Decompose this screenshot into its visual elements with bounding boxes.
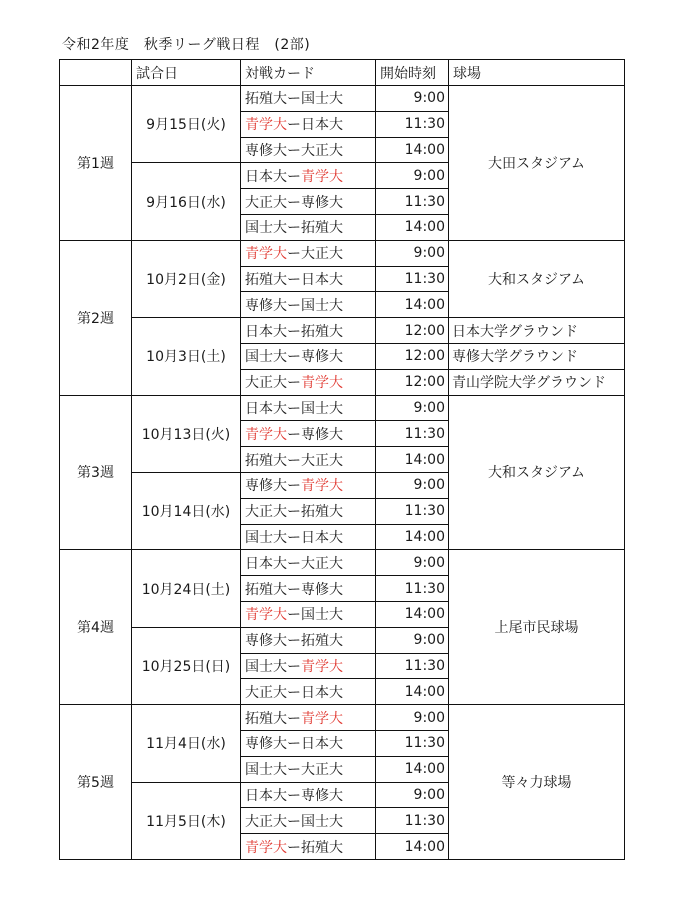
- match-card: [241, 498, 376, 524]
- home-team: 拓殖大: [245, 581, 287, 598]
- match-card: [241, 395, 376, 421]
- week-label: 第5週: [60, 705, 132, 860]
- match-card: [241, 111, 376, 137]
- away-team: 拓殖大: [301, 323, 343, 340]
- game-date: 10月3日(土): [132, 318, 241, 395]
- start-time: 11:30: [376, 111, 449, 137]
- game-date: 10月13日(火): [132, 395, 241, 472]
- game-date: 9月16日(水): [132, 163, 241, 240]
- versus-dash: ー: [287, 581, 301, 598]
- home-team: 青学大: [245, 246, 287, 263]
- away-team: 専修大: [301, 194, 343, 211]
- home-team: 国士大: [245, 529, 287, 546]
- game-date: 11月4日(水): [132, 705, 241, 782]
- match-card: [241, 292, 376, 318]
- versus-dash: ー: [287, 684, 301, 701]
- away-team: 拓殖大: [301, 504, 343, 521]
- start-time: 14:00: [376, 601, 449, 627]
- start-time: 9:00: [376, 395, 449, 421]
- versus-dash: ー: [287, 555, 301, 572]
- start-time: 9:00: [376, 627, 449, 653]
- venue: 専修大学グラウンド: [449, 343, 625, 369]
- away-team: 専修大: [301, 581, 343, 598]
- start-time: 11:30: [376, 576, 449, 602]
- table-row: [60, 240, 625, 266]
- versus-dash: ー: [287, 839, 301, 856]
- home-team: 拓殖大: [245, 710, 287, 727]
- start-time: 9:00: [376, 163, 449, 189]
- home-team: 大正大: [245, 375, 287, 392]
- away-team: 専修大: [301, 787, 343, 804]
- match-card: [241, 524, 376, 550]
- home-team: 青学大: [245, 426, 287, 443]
- home-team: 青学大: [245, 607, 287, 624]
- home-team: 大正大: [245, 194, 287, 211]
- start-time: 14:00: [376, 137, 449, 163]
- venue: 上尾市民球場: [449, 550, 625, 705]
- away-team: 日本大: [301, 736, 343, 753]
- away-team: 青学大: [301, 658, 343, 675]
- header-start-time: 開始時刻: [376, 60, 449, 86]
- versus-dash: ー: [287, 452, 301, 469]
- away-team: 国士大: [301, 813, 343, 830]
- header-match: 対戦カード: [241, 60, 376, 86]
- home-team: 国士大: [245, 762, 287, 779]
- versus-dash: ー: [287, 168, 301, 185]
- versus-dash: ー: [287, 246, 301, 263]
- match-card: [241, 834, 376, 860]
- start-time: 14:00: [376, 292, 449, 318]
- home-team: 日本大: [245, 323, 287, 340]
- game-date: 11月5日(木): [132, 782, 241, 859]
- start-time: 14:00: [376, 679, 449, 705]
- home-team: 大正大: [245, 684, 287, 701]
- start-time: 11:30: [376, 189, 449, 215]
- match-card: [241, 730, 376, 756]
- match-card: [241, 163, 376, 189]
- versus-dash: ー: [287, 658, 301, 675]
- versus-dash: ー: [287, 762, 301, 779]
- venue: 青山学院大学グラウンド: [449, 369, 625, 395]
- start-time: 11:30: [376, 808, 449, 834]
- match-card: [241, 343, 376, 369]
- away-team: 青学大: [301, 168, 343, 185]
- away-team: 国士大: [301, 607, 343, 624]
- versus-dash: ー: [287, 271, 301, 288]
- start-time: 9:00: [376, 86, 449, 112]
- start-time: 14:00: [376, 834, 449, 860]
- start-time: 11:30: [376, 730, 449, 756]
- away-team: 専修大: [301, 349, 343, 366]
- versus-dash: ー: [287, 297, 301, 314]
- away-team: 専修大: [301, 426, 343, 443]
- versus-dash: ー: [287, 813, 301, 830]
- away-team: 日本大: [301, 529, 343, 546]
- home-team: 専修大: [245, 633, 287, 650]
- start-time: 9:00: [376, 240, 449, 266]
- away-team: 拓殖大: [301, 839, 343, 856]
- away-team: 大正大: [301, 555, 343, 572]
- versus-dash: ー: [287, 736, 301, 753]
- home-team: 国士大: [245, 349, 287, 366]
- page-title: 令和2年度 秋季リーグ戦日程 (2部): [62, 37, 311, 53]
- home-team: 専修大: [245, 478, 287, 495]
- versus-dash: ー: [287, 529, 301, 546]
- venue: 大田スタジアム: [449, 86, 625, 241]
- game-date: 10月24日(土): [132, 550, 241, 627]
- away-team: 大正大: [301, 142, 343, 159]
- versus-dash: ー: [287, 194, 301, 211]
- home-team: 日本大: [245, 787, 287, 804]
- start-time: 14:00: [376, 524, 449, 550]
- away-team: 青学大: [301, 710, 343, 727]
- away-team: 国士大: [301, 91, 343, 108]
- away-team: 日本大: [301, 271, 343, 288]
- match-card: [241, 550, 376, 576]
- away-team: 拓殖大: [301, 220, 343, 237]
- table-row: [60, 705, 625, 731]
- versus-dash: ー: [287, 400, 301, 417]
- versus-dash: ー: [287, 633, 301, 650]
- venue: 日本大学グラウンド: [449, 318, 625, 344]
- home-team: 大正大: [245, 504, 287, 521]
- versus-dash: ー: [287, 478, 301, 495]
- table-row: [60, 86, 625, 112]
- away-team: 拓殖大: [301, 633, 343, 650]
- table-row: [60, 395, 625, 421]
- away-team: 日本大: [301, 684, 343, 701]
- table-row: [60, 318, 625, 344]
- start-time: 11:30: [376, 421, 449, 447]
- versus-dash: ー: [287, 504, 301, 521]
- week-label: 第3週: [60, 395, 132, 550]
- home-team: 国士大: [245, 220, 287, 237]
- home-team: 青学大: [245, 117, 287, 134]
- table-header-row: [60, 60, 625, 86]
- match-card: [241, 653, 376, 679]
- versus-dash: ー: [287, 710, 301, 727]
- match-card: [241, 137, 376, 163]
- match-card: [241, 369, 376, 395]
- match-card: [241, 679, 376, 705]
- match-card: [241, 601, 376, 627]
- versus-dash: ー: [287, 426, 301, 443]
- away-team: 日本大: [301, 117, 343, 134]
- venue: 大和スタジアム: [449, 395, 625, 550]
- home-team: 専修大: [245, 297, 287, 314]
- match-card: [241, 782, 376, 808]
- home-team: 国士大: [245, 658, 287, 675]
- home-team: 日本大: [245, 168, 287, 185]
- header-date: 試合日: [132, 60, 241, 86]
- home-team: 拓殖大: [245, 271, 287, 288]
- game-date: 9月15日(火): [132, 86, 241, 163]
- match-card: [241, 705, 376, 731]
- match-card: [241, 576, 376, 602]
- match-card: [241, 808, 376, 834]
- away-team: 青学大: [301, 375, 343, 392]
- match-card: [241, 421, 376, 447]
- start-time: 11:30: [376, 498, 449, 524]
- start-time: 14:00: [376, 447, 449, 473]
- venue: 大和スタジアム: [449, 240, 625, 317]
- game-date: 10月25日(日): [132, 627, 241, 704]
- match-card: [241, 214, 376, 240]
- away-team: 大正大: [301, 246, 343, 263]
- start-time: 14:00: [376, 214, 449, 240]
- home-team: 拓殖大: [245, 452, 287, 469]
- away-team: 大正大: [301, 452, 343, 469]
- match-card: [241, 86, 376, 112]
- week-label: 第2週: [60, 240, 132, 395]
- versus-dash: ー: [287, 323, 301, 340]
- match-card: [241, 318, 376, 344]
- versus-dash: ー: [287, 787, 301, 804]
- venue: 等々力球場: [449, 705, 625, 860]
- start-time: 12:00: [376, 318, 449, 344]
- versus-dash: ー: [287, 375, 301, 392]
- match-card: [241, 472, 376, 498]
- versus-dash: ー: [287, 117, 301, 134]
- start-time: 14:00: [376, 756, 449, 782]
- versus-dash: ー: [287, 91, 301, 108]
- home-team: 日本大: [245, 400, 287, 417]
- home-team: 専修大: [245, 736, 287, 753]
- away-team: 国士大: [301, 297, 343, 314]
- match-card: [241, 447, 376, 473]
- game-date: 10月14日(水): [132, 472, 241, 549]
- home-team: 青学大: [245, 839, 287, 856]
- start-time: 12:00: [376, 369, 449, 395]
- week-label: 第4週: [60, 550, 132, 705]
- start-time: 9:00: [376, 472, 449, 498]
- start-time: 9:00: [376, 782, 449, 808]
- versus-dash: ー: [287, 220, 301, 237]
- home-team: 専修大: [245, 142, 287, 159]
- start-time: 12:00: [376, 343, 449, 369]
- match-card: [241, 240, 376, 266]
- match-card: [241, 627, 376, 653]
- week-label: 第1週: [60, 86, 132, 241]
- schedule-table: [59, 59, 625, 860]
- start-time: 11:30: [376, 653, 449, 679]
- home-team: 拓殖大: [245, 91, 287, 108]
- versus-dash: ー: [287, 607, 301, 624]
- match-card: [241, 266, 376, 292]
- header-venue: 球場: [449, 60, 625, 86]
- home-team: 大正大: [245, 813, 287, 830]
- away-team: 大正大: [301, 762, 343, 779]
- header-week: [60, 60, 132, 86]
- start-time: 9:00: [376, 550, 449, 576]
- versus-dash: ー: [287, 142, 301, 159]
- match-card: [241, 189, 376, 215]
- start-time: 11:30: [376, 266, 449, 292]
- home-team: 日本大: [245, 555, 287, 572]
- away-team: 国士大: [301, 400, 343, 417]
- match-card: [241, 756, 376, 782]
- start-time: 9:00: [376, 705, 449, 731]
- table-row: [60, 550, 625, 576]
- away-team: 青学大: [301, 478, 343, 495]
- schedule-body: [60, 86, 625, 860]
- game-date: 10月2日(金): [132, 240, 241, 317]
- versus-dash: ー: [287, 349, 301, 366]
